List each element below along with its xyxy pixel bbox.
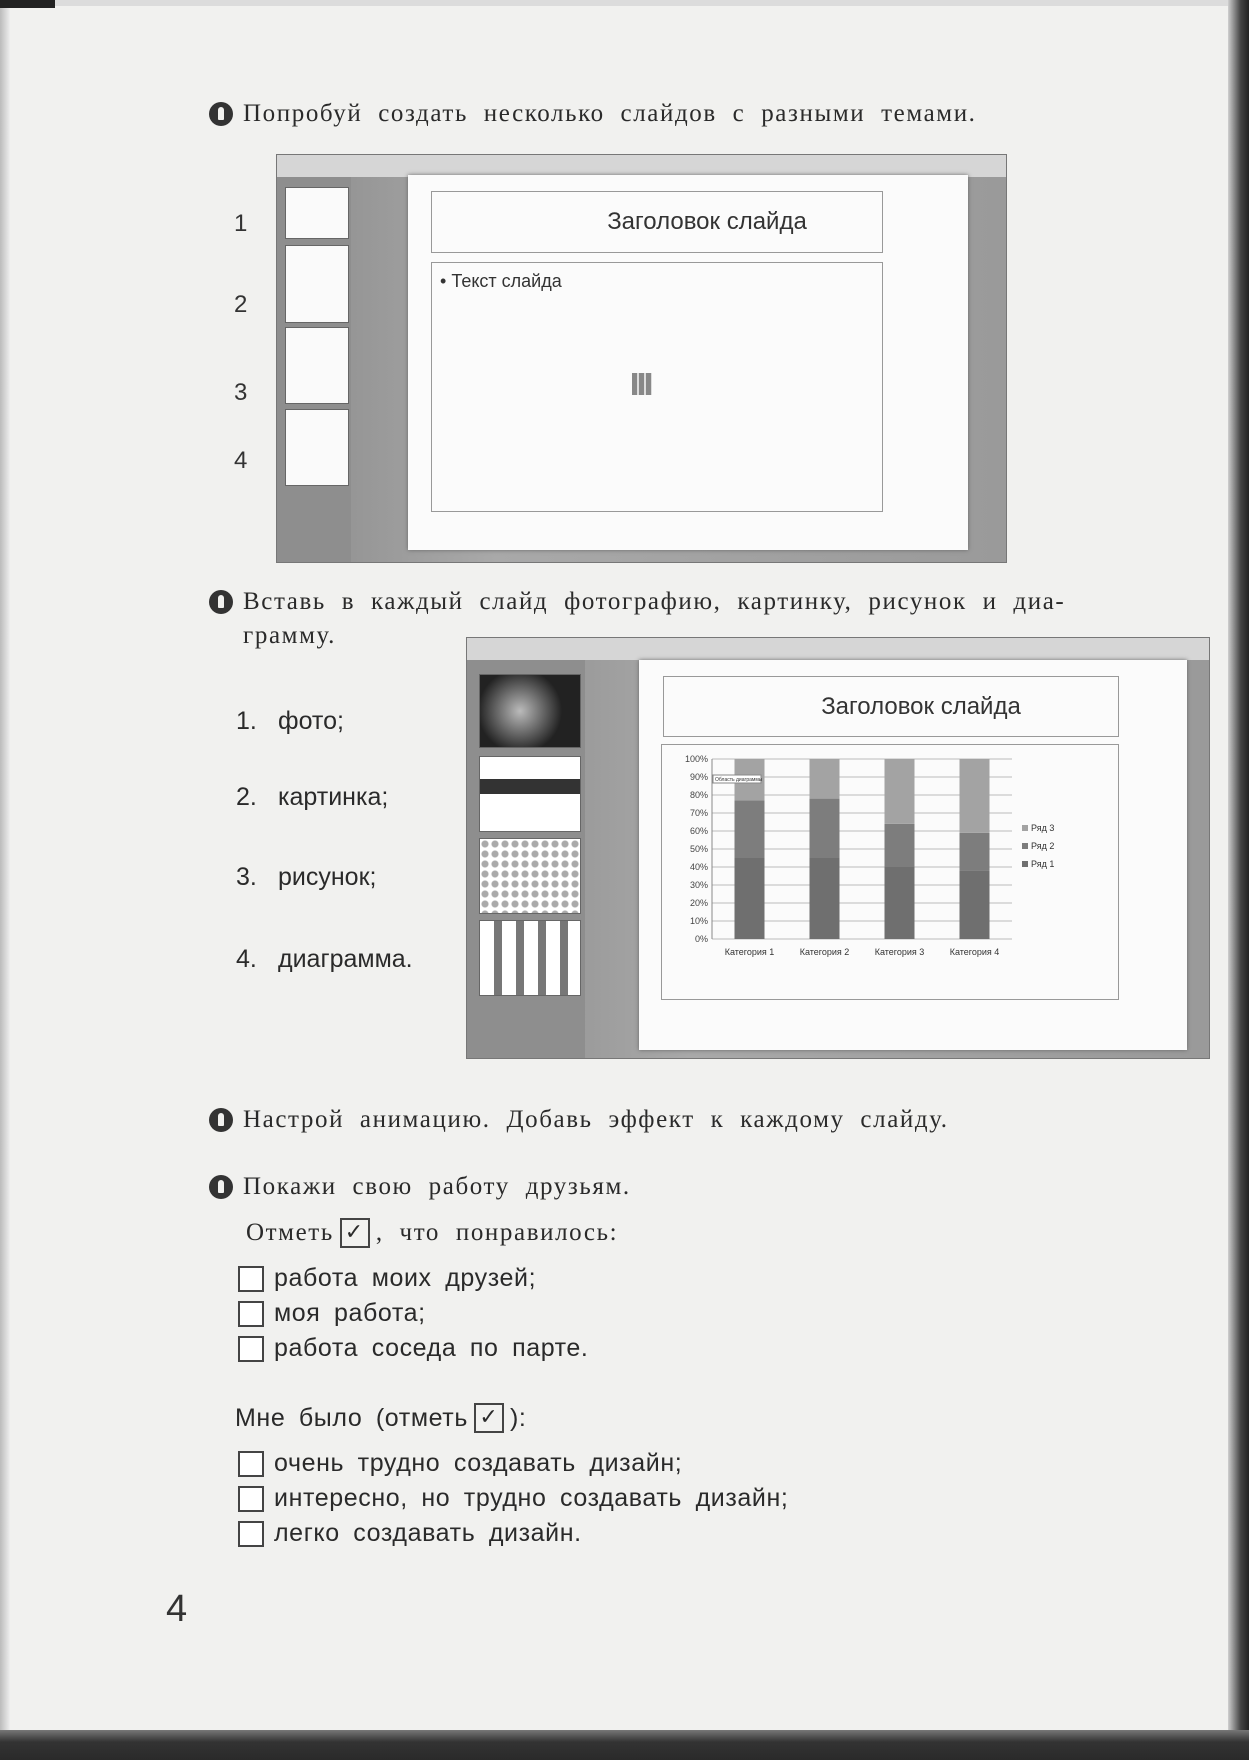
scan-edge-left xyxy=(0,0,10,1760)
task-3-text: Настрой анимацию. Добавь эффект к каждому слайду. xyxy=(243,1106,949,1133)
slide-thumbnail-photo xyxy=(479,674,581,748)
page-number: 4 xyxy=(166,1588,188,1630)
bar-segment xyxy=(885,759,915,824)
bar-segment xyxy=(885,867,915,939)
slide-thumbnail xyxy=(285,409,349,486)
y-tick-label: 70% xyxy=(689,808,708,818)
legend-swatch xyxy=(1022,843,1028,849)
slide-number: 3 xyxy=(234,379,248,406)
checkmark-icon: ✓ xyxy=(340,1218,370,1248)
scan-edge-top xyxy=(0,0,1249,6)
title-placeholder xyxy=(431,191,883,253)
liked-option[interactable]: моя работа; xyxy=(238,1299,426,1328)
checkbox[interactable] xyxy=(238,1451,264,1477)
y-tick-label: 20% xyxy=(689,898,708,908)
list-item: 4. диаграмма. xyxy=(236,945,413,973)
y-tick-label: 10% xyxy=(689,916,708,926)
task-1-text: Попробуй создать несколько слайдов с разными темами. xyxy=(243,100,977,127)
slide-number: 1 xyxy=(234,210,248,237)
task-2-text-cont: грамму. xyxy=(243,622,336,649)
checkbox[interactable] xyxy=(238,1336,264,1362)
bar-segment xyxy=(885,824,915,867)
y-tick-label: 80% xyxy=(689,790,708,800)
bar-segment xyxy=(735,858,765,939)
y-tick-label: 50% xyxy=(689,844,708,854)
powerpoint-screenshot-1 xyxy=(276,154,1007,563)
y-tick-label: 90% xyxy=(689,772,708,782)
slide-title: Заголовок слайда xyxy=(821,693,1021,720)
task-4-text: Покажи свою работу друзьям. xyxy=(243,1173,631,1200)
feeling-option[interactable]: очень трудно создавать дизайн; xyxy=(238,1449,682,1478)
y-tick-label: 100% xyxy=(684,754,708,764)
slide-thumbnail-chart xyxy=(479,920,581,996)
task-1 xyxy=(209,100,977,128)
checkbox[interactable] xyxy=(238,1486,264,1512)
title-placeholder xyxy=(663,676,1119,737)
chart-placeholder xyxy=(661,744,1119,1000)
x-tick-label: Категория 4 xyxy=(949,947,1000,957)
liked-option[interactable]: работа соседа по парте. xyxy=(238,1334,588,1363)
task-4 xyxy=(209,1173,631,1201)
powerpoint-screenshot-2 xyxy=(466,637,1210,1059)
task-2 xyxy=(209,588,1065,616)
list-item: 1. фото; xyxy=(236,707,344,735)
task-3 xyxy=(209,1106,949,1134)
feeling-prompt: Мне было (отметь ✓ ): xyxy=(235,1403,527,1432)
legend-label: Ряд 3 xyxy=(1031,823,1055,833)
bar-segment xyxy=(960,759,990,833)
slide xyxy=(639,660,1187,1050)
checkbox[interactable] xyxy=(238,1301,264,1327)
ribbon xyxy=(277,155,1006,177)
checkbox[interactable] xyxy=(238,1266,264,1292)
slide-number: 4 xyxy=(234,447,248,474)
exclamation-icon xyxy=(209,590,233,614)
legend-swatch xyxy=(1022,861,1028,867)
legend-swatch xyxy=(1022,825,1028,831)
scan-edge-right xyxy=(1228,0,1249,1760)
bar-segment xyxy=(810,799,840,858)
slides-panel xyxy=(467,660,585,1058)
slide-title: Заголовок слайда xyxy=(607,208,807,235)
checkbox[interactable] xyxy=(238,1521,264,1547)
y-tick-label: 30% xyxy=(689,880,708,890)
scan-edge-bottom xyxy=(0,1730,1249,1760)
stacked-bar-chart xyxy=(662,745,1118,999)
liked-option[interactable]: работа моих друзей; xyxy=(238,1264,536,1293)
slide-thumbnail xyxy=(285,187,349,239)
exclamation-icon xyxy=(209,102,233,126)
content-insert-icons xyxy=(632,373,652,395)
list-item: 2. картинка; xyxy=(236,783,389,811)
y-tick-label: 40% xyxy=(689,862,708,872)
x-tick-label: Категория 1 xyxy=(724,947,775,957)
slide-number: 2 xyxy=(234,291,248,318)
slide-thumbnail-picture xyxy=(479,756,581,832)
x-tick-label: Категория 3 xyxy=(874,947,925,957)
bar-segment xyxy=(960,871,990,939)
chart-tooltip: Область диаграммы xyxy=(715,777,763,783)
slide-thumbnail-drawing xyxy=(479,838,581,914)
bar-segment xyxy=(810,759,840,799)
ribbon xyxy=(467,638,1209,660)
slide-thumbnail xyxy=(285,245,349,323)
bar-segment xyxy=(810,858,840,939)
y-tick-label: 0% xyxy=(694,934,708,944)
slide xyxy=(408,175,968,550)
content-placeholder xyxy=(431,262,883,512)
y-tick-label: 60% xyxy=(689,826,708,836)
bar-segment xyxy=(735,800,765,858)
slide-bullet: • Текст слайда xyxy=(440,271,562,291)
bar-segment xyxy=(960,833,990,871)
exclamation-icon xyxy=(209,1175,233,1199)
scan-edge-corner xyxy=(0,0,55,8)
feeling-option[interactable]: интересно, но трудно создавать дизайн; xyxy=(238,1484,788,1513)
slide-thumbnail xyxy=(285,327,349,404)
liked-prompt: Отметь ✓ , что понравилось: xyxy=(246,1219,619,1246)
legend-label: Ряд 1 xyxy=(1031,859,1055,869)
checkmark-icon: ✓ xyxy=(474,1403,504,1433)
task-2-text: Вставь в каждый слайд фотографию, картинку, рисунок и диа- xyxy=(243,588,1066,615)
feeling-option[interactable]: легко создавать дизайн. xyxy=(238,1519,582,1548)
x-tick-label: Категория 2 xyxy=(799,947,850,957)
exclamation-icon xyxy=(209,1108,233,1132)
legend-label: Ряд 2 xyxy=(1031,841,1055,851)
list-item: 3. рисунок; xyxy=(236,863,377,891)
slides-panel xyxy=(277,177,351,562)
